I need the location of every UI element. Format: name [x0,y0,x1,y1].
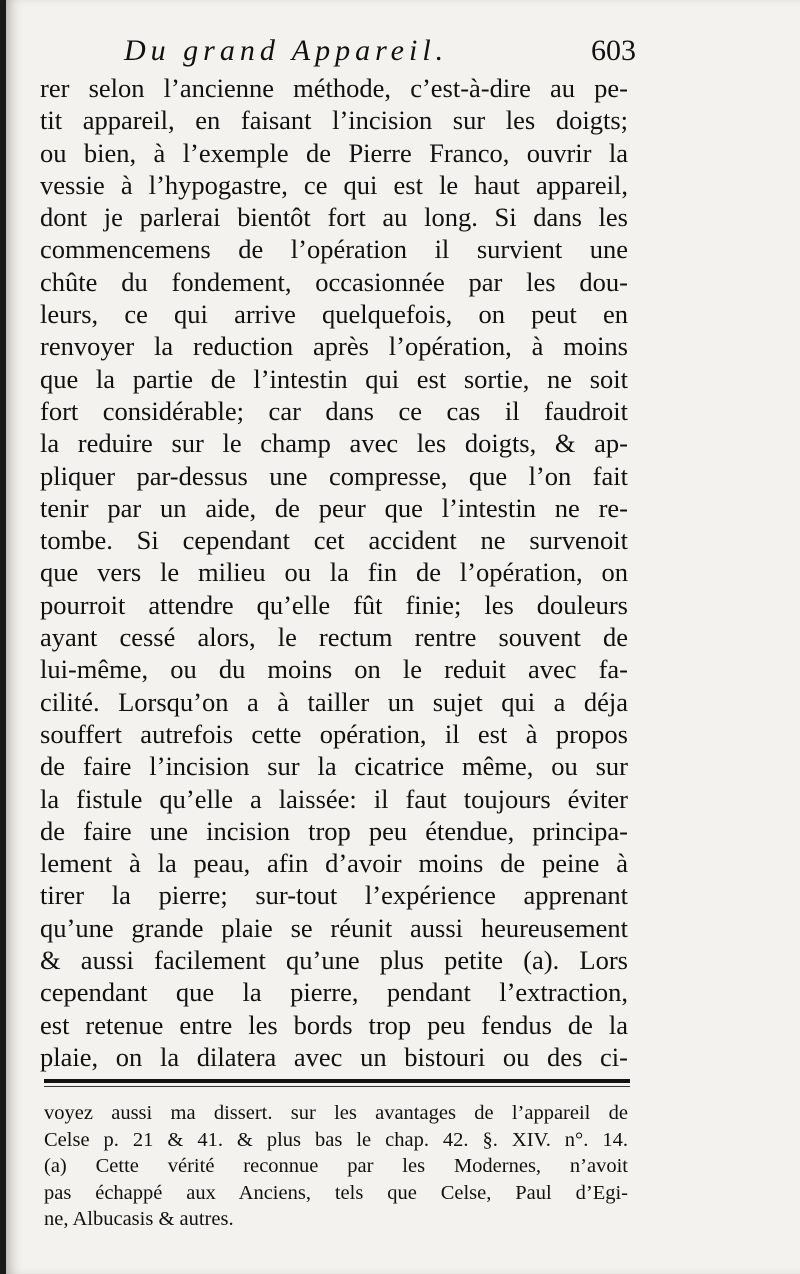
text-line: pourroit attendre qu’elle fût finie; les douleurs [40,589,628,620]
text-line: lui-même, ou du moins on le reduit avec fa- [40,654,628,685]
text-line: plaie, on la dilatera avec un bistouri ou des ci- [40,1041,628,1072]
text-line: commencemens de l’opération il survient une [40,234,628,265]
text-line: lement à la peau, afin d’avoir moins de peine à [40,848,628,879]
text-line: rer selon l’ancienne méthode, c’est-à-dire au pe- [40,73,628,103]
text-line: de faire l’incision sur la cicatrice même, ou sur [40,751,628,782]
page-header [124,30,636,74]
footnote-line: ne, Albucasis & autres. [44,1208,234,1230]
footnote-line: (a) Cette vérité reconnue par les Modernes, n’avoit [44,1155,628,1177]
text-line: la reduire sur le champ avec les doigts, & ap- [40,428,628,459]
text-line: fort considérable; car dans ce cas il faudroit [40,395,628,426]
footnote-rule [44,1079,630,1083]
text-line: cependant que la pierre, pendant l’extraction, [40,977,628,1008]
text-line: tombe. Si cependant cet accident ne survenoit [40,525,628,556]
text-line: souffert autrefois cette opération, il est à propos [40,718,628,749]
text-line: tenir par un aide, de peur que l’intestin ne re- [40,492,628,523]
footnote-line: Celse p. 21 & 41. & plus bas le chap. 42. §. XIV. n°. 14. [44,1128,628,1151]
text-line: est retenue entre les bords trop peu fendus de la [40,1009,628,1040]
text-line: vessie à l’hypogastre, ce qui est le haut appareil, [40,169,628,200]
text-line: chûte du fondement, occasionnée par les dou- [40,266,628,297]
text-line: qu’une grande plaie se réunit aussi heureusement [40,912,628,943]
text-line: cilité. Lorsqu’on a à tailler un sujet qui a déja [40,686,628,717]
running-title: Du grand Appareil. [124,34,449,67]
text-line: tit appareil, en faisant l’incision sur les doigts; [40,105,628,136]
footnote-line: voyez aussi ma dissert. sur les avantages de l’appareil de [44,1102,628,1124]
text-line: pliquer par-dessus une compresse, que l’on fait [40,460,628,491]
page-number: 603 [591,34,636,67]
footnotes [44,1100,628,1233]
text-line: la fistule qu’elle a laissée: il faut toujours éviter [40,783,628,814]
text-line: de faire une incision trop peu étendue, principa- [40,815,628,846]
body-text [40,72,628,1073]
text-line: renvoyer la reduction après l’opération, à moins [40,331,628,362]
text-line: ou bien, à l’exemple de Pierre Franco, ouvrir la [40,137,628,168]
book-page [6,0,800,1274]
text-line: & aussi facilement qu’une plus petite (a). Lors [40,945,628,976]
text-line: leurs, ce qui arrive quelquefois, on peut en [40,299,628,330]
footnote-line: pas échappé aux Anciens, tels que Celse, Paul d’Egi- [44,1181,628,1204]
text-line: que la partie de l’intestin qui est sortie, ne soit [40,363,628,394]
footnote-rule-thin [44,1086,630,1087]
text-line: que vers le milieu ou la fin de l’opération, on [40,557,628,588]
text-line: dont je parlerai bientôt fort au long. Si dans les [40,202,628,233]
text-line: ayant cessé alors, le rectum rentre souvent de [40,622,628,653]
text-line: tirer la pierre; sur-tout l’expérience apprenant [40,880,628,911]
